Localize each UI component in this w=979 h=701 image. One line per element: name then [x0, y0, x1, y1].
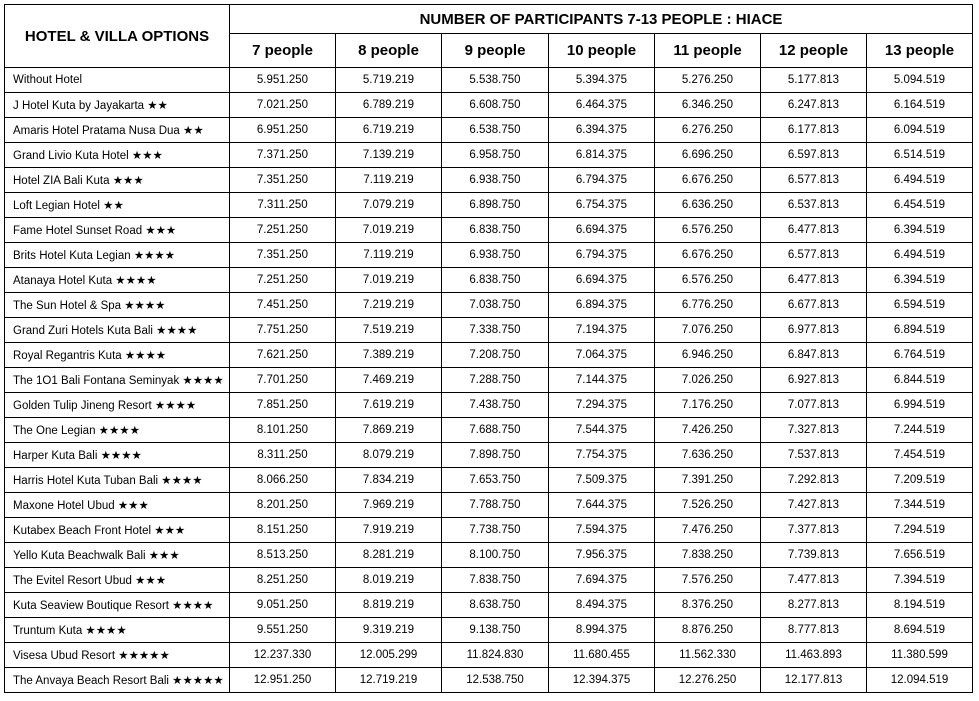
- price-cell: 6.794.375: [549, 243, 655, 268]
- price-cell: 6.977.813: [761, 318, 867, 343]
- price-cell: 6.676.250: [655, 168, 761, 193]
- price-cell: 7.394.519: [867, 568, 973, 593]
- price-cell: 6.938.750: [442, 168, 549, 193]
- price-cell: 5.719.219: [336, 68, 442, 93]
- price-cell: 5.094.519: [867, 68, 973, 93]
- price-cell: 7.754.375: [549, 443, 655, 468]
- price-cell: 6.898.750: [442, 193, 549, 218]
- price-cell: 6.894.375: [549, 293, 655, 318]
- price-cell: 6.576.250: [655, 268, 761, 293]
- hotel-name-cell: Harris Hotel Kuta Tuban Bali ★★★★: [5, 468, 230, 493]
- hotel-name-cell: The Sun Hotel & Spa ★★★★: [5, 293, 230, 318]
- price-cell: 11.680.455: [549, 643, 655, 668]
- price-cell: 7.391.250: [655, 468, 761, 493]
- price-cell: 7.969.219: [336, 493, 442, 518]
- price-cell: 7.454.519: [867, 443, 973, 468]
- price-cell: 11.824.830: [442, 643, 549, 668]
- price-cell: 7.509.375: [549, 468, 655, 493]
- table-row: [5, 318, 973, 343]
- price-cell: 12.177.813: [761, 668, 867, 693]
- price-cell: 7.119.219: [336, 168, 442, 193]
- hotel-name-cell: Fame Hotel Sunset Road ★★★: [5, 218, 230, 243]
- price-cell: 8.201.250: [230, 493, 336, 518]
- table-row: [5, 193, 973, 218]
- table-row: [5, 293, 973, 318]
- price-cell: 7.294.375: [549, 393, 655, 418]
- price-cell: 9.051.250: [230, 593, 336, 618]
- price-cell: 7.469.219: [336, 368, 442, 393]
- price-cell: 8.251.250: [230, 568, 336, 593]
- price-cell: 7.351.250: [230, 168, 336, 193]
- price-cell: 8.079.219: [336, 443, 442, 468]
- table-row: [5, 168, 973, 193]
- price-cell: 8.876.250: [655, 618, 761, 643]
- hotel-name-cell: Brits Hotel Kuta Legian ★★★★: [5, 243, 230, 268]
- people-column-header: 13 people: [867, 34, 973, 68]
- price-cell: 6.894.519: [867, 318, 973, 343]
- price-cell: 6.477.813: [761, 268, 867, 293]
- price-cell: 6.494.519: [867, 243, 973, 268]
- table-row: [5, 343, 973, 368]
- price-cell: 7.621.250: [230, 343, 336, 368]
- price-cell: 6.276.250: [655, 118, 761, 143]
- price-cell: 7.327.813: [761, 418, 867, 443]
- price-cell: 12.951.250: [230, 668, 336, 693]
- price-cell: 11.380.599: [867, 643, 973, 668]
- price-cell: 7.064.375: [549, 343, 655, 368]
- table-row: [5, 468, 973, 493]
- table-body: [5, 68, 973, 693]
- price-cell: 8.638.750: [442, 593, 549, 618]
- price-cell: 7.476.250: [655, 518, 761, 543]
- price-cell: 6.454.519: [867, 193, 973, 218]
- hotel-name-cell: Yello Kuta Beachwalk Bali ★★★: [5, 543, 230, 568]
- hotel-name-cell: Hotel ZIA Bali Kuta ★★★: [5, 168, 230, 193]
- price-cell: 7.427.813: [761, 493, 867, 518]
- table-row: [5, 143, 973, 168]
- price-cell: 9.551.250: [230, 618, 336, 643]
- table-row: [5, 68, 973, 93]
- price-cell: 9.319.219: [336, 618, 442, 643]
- price-cell: 12.094.519: [867, 668, 973, 693]
- price-cell: 7.038.750: [442, 293, 549, 318]
- price-cell: 6.927.813: [761, 368, 867, 393]
- price-cell: 5.538.750: [442, 68, 549, 93]
- price-cell: 8.311.250: [230, 443, 336, 468]
- table-row: [5, 393, 973, 418]
- price-cell: 12.005.299: [336, 643, 442, 668]
- price-cell: 11.562.330: [655, 643, 761, 668]
- price-cell: 7.292.813: [761, 468, 867, 493]
- price-cell: 7.519.219: [336, 318, 442, 343]
- price-cell: 7.851.250: [230, 393, 336, 418]
- price-cell: 6.764.519: [867, 343, 973, 368]
- price-cell: 12.276.250: [655, 668, 761, 693]
- price-cell: 7.451.250: [230, 293, 336, 318]
- price-cell: 7.869.219: [336, 418, 442, 443]
- price-cell: 7.838.750: [442, 568, 549, 593]
- price-cell: 6.694.375: [549, 268, 655, 293]
- price-cell: 6.538.750: [442, 118, 549, 143]
- price-table: [4, 4, 973, 693]
- table-row: [5, 543, 973, 568]
- people-column-header: 9 people: [442, 34, 549, 68]
- hotel-name-cell: J Hotel Kuta by Jayakarta ★★: [5, 93, 230, 118]
- price-cell: 7.119.219: [336, 243, 442, 268]
- table-row: [5, 493, 973, 518]
- price-cell: 6.844.519: [867, 368, 973, 393]
- table-row: [5, 643, 973, 668]
- price-cell: 11.463.893: [761, 643, 867, 668]
- price-cell: 12.538.750: [442, 668, 549, 693]
- hotel-name-cell: The 1O1 Bali Fontana Seminyak ★★★★: [5, 368, 230, 393]
- price-cell: 8.151.250: [230, 518, 336, 543]
- price-cell: 8.019.219: [336, 568, 442, 593]
- price-cell: 8.513.250: [230, 543, 336, 568]
- table-row: [5, 568, 973, 593]
- price-cell: 7.438.750: [442, 393, 549, 418]
- price-cell: 8.819.219: [336, 593, 442, 618]
- price-cell: 7.377.813: [761, 518, 867, 543]
- price-cell: 7.021.250: [230, 93, 336, 118]
- people-column-header: 7 people: [230, 34, 336, 68]
- price-cell: 7.209.519: [867, 468, 973, 493]
- price-cell: 7.219.219: [336, 293, 442, 318]
- price-cell: 7.688.750: [442, 418, 549, 443]
- price-cell: 7.077.813: [761, 393, 867, 418]
- price-cell: 7.834.219: [336, 468, 442, 493]
- price-cell: 6.394.519: [867, 218, 973, 243]
- price-cell: 12.719.219: [336, 668, 442, 693]
- price-cell: 7.371.250: [230, 143, 336, 168]
- price-cell: 9.138.750: [442, 618, 549, 643]
- price-cell: 7.079.219: [336, 193, 442, 218]
- price-cell: 7.426.250: [655, 418, 761, 443]
- hotel-name-cell: Atanaya Hotel Kuta ★★★★: [5, 268, 230, 293]
- hotel-name-cell: Royal Regantris Kuta ★★★★: [5, 343, 230, 368]
- price-cell: 7.919.219: [336, 518, 442, 543]
- price-cell: 7.526.250: [655, 493, 761, 518]
- hotel-name-cell: Kuta Seaview Boutique Resort ★★★★: [5, 593, 230, 618]
- price-cell: 6.636.250: [655, 193, 761, 218]
- price-cell: 8.376.250: [655, 593, 761, 618]
- price-cell: 6.094.519: [867, 118, 973, 143]
- price-cell: 6.608.750: [442, 93, 549, 118]
- hotel-name-cell: Grand Zuri Hotels Kuta Bali ★★★★: [5, 318, 230, 343]
- price-cell: 6.776.250: [655, 293, 761, 318]
- price-cell: 8.994.375: [549, 618, 655, 643]
- table-row: [5, 518, 973, 543]
- price-cell: 6.789.219: [336, 93, 442, 118]
- table-row: [5, 93, 973, 118]
- price-cell: 6.676.250: [655, 243, 761, 268]
- price-cell: 7.694.375: [549, 568, 655, 593]
- price-cell: 7.751.250: [230, 318, 336, 343]
- table-row: [5, 268, 973, 293]
- price-cell: 7.656.519: [867, 543, 973, 568]
- hotel-name-cell: Visesa Ubud Resort ★★★★★: [5, 643, 230, 668]
- price-cell: 8.281.219: [336, 543, 442, 568]
- price-cell: 8.777.813: [761, 618, 867, 643]
- hotel-name-cell: Loft Legian Hotel ★★: [5, 193, 230, 218]
- price-cell: 7.739.813: [761, 543, 867, 568]
- table-row: [5, 118, 973, 143]
- price-cell: 7.288.750: [442, 368, 549, 393]
- price-cell: 8.194.519: [867, 593, 973, 618]
- price-cell: 6.576.250: [655, 218, 761, 243]
- price-cell: 6.514.519: [867, 143, 973, 168]
- price-cell: 6.164.519: [867, 93, 973, 118]
- hotel-name-cell: Golden Tulip Jineng Resort ★★★★: [5, 393, 230, 418]
- table-row: [5, 418, 973, 443]
- price-cell: 7.644.375: [549, 493, 655, 518]
- participants-header: NUMBER OF PARTICIPANTS 7-13 PEOPLE : HIACE: [230, 5, 973, 34]
- price-cell: 6.814.375: [549, 143, 655, 168]
- price-cell: 7.338.750: [442, 318, 549, 343]
- table-row: [5, 243, 973, 268]
- price-cell: 7.251.250: [230, 218, 336, 243]
- price-cell: 6.594.519: [867, 293, 973, 318]
- price-cell: 6.597.813: [761, 143, 867, 168]
- hotel-name-cell: Maxone Hotel Ubud ★★★: [5, 493, 230, 518]
- price-cell: 6.677.813: [761, 293, 867, 318]
- price-cell: 6.394.519: [867, 268, 973, 293]
- hotel-name-cell: The Evitel Resort Ubud ★★★: [5, 568, 230, 593]
- people-column-header: 12 people: [761, 34, 867, 68]
- hotel-name-cell: Grand Livio Kuta Hotel ★★★: [5, 143, 230, 168]
- price-cell: 6.994.519: [867, 393, 973, 418]
- price-cell: 6.946.250: [655, 343, 761, 368]
- price-cell: 6.847.813: [761, 343, 867, 368]
- price-cell: 6.951.250: [230, 118, 336, 143]
- price-cell: 8.101.250: [230, 418, 336, 443]
- price-cell: 5.394.375: [549, 68, 655, 93]
- price-cell: 7.619.219: [336, 393, 442, 418]
- people-column-header: 8 people: [336, 34, 442, 68]
- hotel-name-cell: Harper Kuta Bali ★★★★: [5, 443, 230, 468]
- price-cell: 7.838.250: [655, 543, 761, 568]
- hotel-name-cell: The One Legian ★★★★: [5, 418, 230, 443]
- people-column-header: 10 people: [549, 34, 655, 68]
- price-cell: 7.194.375: [549, 318, 655, 343]
- price-cell: 7.537.813: [761, 443, 867, 468]
- price-cell: 8.066.250: [230, 468, 336, 493]
- hotel-name-cell: Truntum Kuta ★★★★: [5, 618, 230, 643]
- price-cell: 6.696.250: [655, 143, 761, 168]
- price-cell: 7.144.375: [549, 368, 655, 393]
- price-cell: 5.276.250: [655, 68, 761, 93]
- price-cell: 7.251.250: [230, 268, 336, 293]
- price-cell: 6.177.813: [761, 118, 867, 143]
- price-cell: 7.738.750: [442, 518, 549, 543]
- price-cell: 7.294.519: [867, 518, 973, 543]
- price-cell: 7.208.750: [442, 343, 549, 368]
- price-cell: 8.694.519: [867, 618, 973, 643]
- price-cell: 7.026.250: [655, 368, 761, 393]
- price-cell: 6.394.375: [549, 118, 655, 143]
- table-row: [5, 443, 973, 468]
- price-cell: 6.464.375: [549, 93, 655, 118]
- price-cell: 6.958.750: [442, 143, 549, 168]
- price-cell: 6.938.750: [442, 243, 549, 268]
- price-cell: 6.719.219: [336, 118, 442, 143]
- price-cell: 7.244.519: [867, 418, 973, 443]
- price-cell: 7.653.750: [442, 468, 549, 493]
- hotel-options-header: HOTEL & VILLA OPTIONS: [5, 5, 230, 68]
- price-cell: 7.351.250: [230, 243, 336, 268]
- price-cell: 8.100.750: [442, 543, 549, 568]
- price-cell: 7.344.519: [867, 493, 973, 518]
- price-cell: 6.577.813: [761, 243, 867, 268]
- hotel-name-cell: The Anvaya Beach Resort Bali ★★★★★: [5, 668, 230, 693]
- price-cell: 6.838.750: [442, 268, 549, 293]
- price-cell: 8.277.813: [761, 593, 867, 618]
- price-cell: 6.754.375: [549, 193, 655, 218]
- hotel-name-cell: Amaris Hotel Pratama Nusa Dua ★★: [5, 118, 230, 143]
- price-cell: 7.019.219: [336, 268, 442, 293]
- people-column-header: 11 people: [655, 34, 761, 68]
- price-cell: 6.346.250: [655, 93, 761, 118]
- price-cell: 12.394.375: [549, 668, 655, 693]
- price-cell: 7.139.219: [336, 143, 442, 168]
- price-cell: 7.477.813: [761, 568, 867, 593]
- price-cell: 7.544.375: [549, 418, 655, 443]
- price-cell: 6.247.813: [761, 93, 867, 118]
- table-row: [5, 668, 973, 693]
- price-cell: 7.019.219: [336, 218, 442, 243]
- price-cell: 6.577.813: [761, 168, 867, 193]
- price-cell: 6.838.750: [442, 218, 549, 243]
- table-row: [5, 593, 973, 618]
- price-cell: 6.494.519: [867, 168, 973, 193]
- price-cell: 6.794.375: [549, 168, 655, 193]
- price-cell: 7.311.250: [230, 193, 336, 218]
- hotel-name-cell: Kutabex Beach Front Hotel ★★★: [5, 518, 230, 543]
- price-cell: 6.537.813: [761, 193, 867, 218]
- price-cell: 7.176.250: [655, 393, 761, 418]
- price-cell: 6.477.813: [761, 218, 867, 243]
- hotel-name-cell: Without Hotel: [5, 68, 230, 93]
- price-cell: 7.576.250: [655, 568, 761, 593]
- price-cell: 7.956.375: [549, 543, 655, 568]
- price-cell: 7.898.750: [442, 443, 549, 468]
- price-cell: 5.177.813: [761, 68, 867, 93]
- price-cell: 7.701.250: [230, 368, 336, 393]
- price-cell: 6.694.375: [549, 218, 655, 243]
- price-cell: 7.636.250: [655, 443, 761, 468]
- price-cell: 7.594.375: [549, 518, 655, 543]
- price-cell: 7.389.219: [336, 343, 442, 368]
- price-cell: 5.951.250: [230, 68, 336, 93]
- price-cell: 8.494.375: [549, 593, 655, 618]
- table-row: [5, 618, 973, 643]
- table-row: [5, 218, 973, 243]
- table-row: [5, 368, 973, 393]
- price-cell: 12.237.330: [230, 643, 336, 668]
- price-cell: 7.788.750: [442, 493, 549, 518]
- price-cell: 7.076.250: [655, 318, 761, 343]
